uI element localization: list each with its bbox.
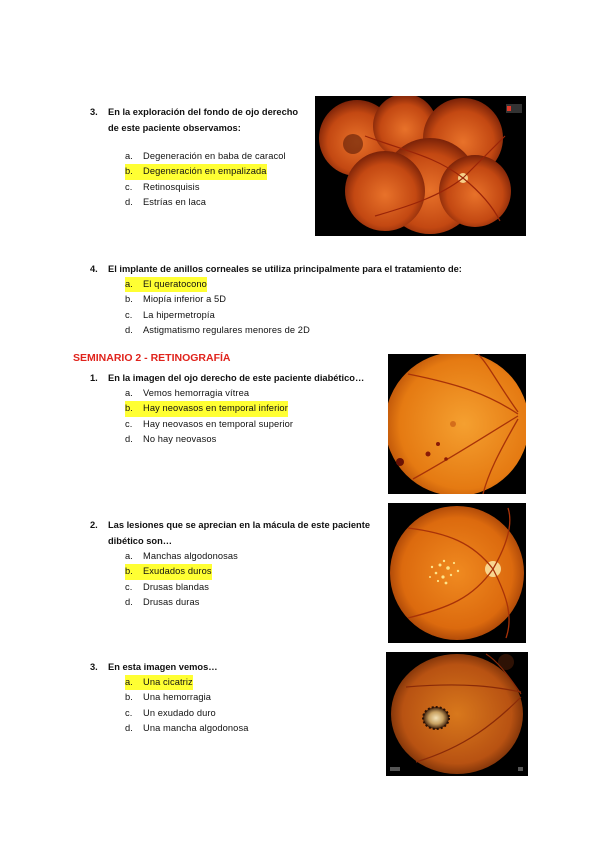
option-a — [125, 549, 370, 564]
option-d — [125, 323, 462, 338]
question-text: El implante de anillos corneales se utiliza principalmente para el tratamiento de: — [108, 264, 462, 274]
question-number: 2. — [90, 520, 98, 530]
options-list — [125, 386, 364, 447]
question-2-macular-lesions — [90, 517, 370, 610]
option-letter: b. — [125, 692, 133, 703]
question-text-line: de este paciente observamos: — [108, 123, 241, 133]
options-list — [125, 277, 462, 338]
option-letter: c. — [125, 181, 133, 192]
option-text-highlighted: Degeneración en empalizada — [143, 164, 267, 179]
option-text-highlighted: Una cicatriz — [143, 675, 193, 690]
option-a — [125, 149, 298, 164]
question-text: En la imagen del ojo derecho de este paciente diabético… — [108, 373, 365, 383]
option-letter: b. — [125, 564, 143, 579]
option-letter: a. — [125, 675, 143, 690]
question-number: 4. — [90, 264, 98, 274]
fundus-montage-image — [315, 96, 526, 236]
option-text: Astigmatismo regulares menores de 2D — [143, 324, 310, 335]
option-text: Manchas algodonosas — [143, 551, 238, 561]
option-letter: c. — [125, 418, 133, 429]
option-text: Retinosquisis — [143, 181, 200, 192]
option-d — [125, 195, 298, 210]
option-letter: d. — [125, 196, 133, 207]
question-number: 3. — [90, 107, 98, 117]
option-letter: d. — [125, 324, 133, 335]
option-d — [125, 432, 364, 447]
option-text: La hipermetropía — [143, 309, 215, 320]
option-text: Drusas blandas — [143, 581, 209, 592]
question-text: En esta imagen vemos… — [108, 662, 218, 672]
option-letter: a. — [125, 151, 133, 161]
option-text: Una hemorragia — [143, 692, 212, 703]
diabetic-retinopathy-image — [388, 354, 526, 494]
option-d — [125, 595, 370, 610]
option-text-highlighted: Hay neovasos en temporal inferior — [143, 401, 288, 416]
question-text-line: Las lesiones que se aprecian en la mácula de este paciente — [108, 520, 370, 530]
option-text-highlighted: El queratocono — [143, 277, 207, 292]
option-c — [125, 580, 370, 595]
option-letter: a. — [125, 277, 143, 292]
options-list — [125, 675, 248, 736]
option-text-highlighted: Exudados duros — [143, 564, 212, 579]
option-text: Estrías en laca — [143, 196, 206, 207]
option-b — [125, 292, 462, 307]
option-c — [125, 706, 248, 721]
question-stem — [90, 370, 364, 386]
option-c — [125, 417, 364, 432]
macular-exudates-image — [388, 503, 526, 643]
option-text: Hay neovasos en temporal superior — [143, 418, 294, 429]
question-text — [108, 517, 370, 549]
option-letter: d. — [125, 596, 133, 607]
option-c — [125, 180, 298, 195]
option-letter: c. — [125, 581, 133, 592]
option-letter: d. — [125, 722, 133, 733]
question-stem — [90, 659, 248, 675]
options-list — [125, 149, 298, 210]
option-b — [125, 690, 248, 705]
question-4-corneal-rings — [90, 261, 462, 338]
option-letter: c. — [125, 707, 133, 718]
option-text: No hay neovasos — [143, 433, 217, 444]
option-b — [125, 564, 370, 579]
option-c — [125, 308, 462, 323]
option-letter: a. — [125, 388, 133, 398]
question-stem — [90, 517, 370, 549]
question-stem — [90, 104, 298, 136]
question-3-scar — [90, 659, 248, 736]
chorioretinal-scar-image — [386, 652, 528, 776]
option-a — [125, 675, 248, 690]
question-number: 1. — [90, 373, 98, 383]
question-stem — [90, 261, 462, 277]
question-number: 3. — [90, 662, 98, 672]
options-list — [125, 549, 370, 610]
option-letter: d. — [125, 433, 133, 444]
option-text: Vemos hemorragia vítrea — [143, 388, 250, 398]
option-text: Drusas duras — [143, 596, 200, 607]
option-b — [125, 401, 364, 416]
option-letter: b. — [125, 164, 143, 179]
option-a — [125, 386, 364, 401]
option-letter: b. — [125, 294, 133, 305]
question-3-fundus-periphery — [90, 104, 298, 210]
option-letter: a. — [125, 551, 133, 561]
question-1-neovessels — [90, 370, 364, 447]
option-text: Una mancha algodonosa — [143, 722, 249, 733]
question-text-line: dibético son… — [108, 536, 173, 546]
option-text: Un exudado duro — [143, 707, 216, 718]
section-title: SEMINARIO 2 - RETINOGRAFÍA — [73, 352, 231, 364]
option-d — [125, 721, 248, 736]
option-text: Miopía inferior a 5D — [143, 294, 227, 305]
option-text: Degeneración en baba de caracol — [143, 151, 286, 161]
option-letter: c. — [125, 309, 133, 320]
question-text-line: En la exploración del fondo de ojo derecho — [108, 107, 299, 117]
option-a — [125, 277, 462, 292]
option-letter: b. — [125, 401, 143, 416]
option-b — [125, 164, 298, 179]
question-text — [108, 104, 298, 136]
